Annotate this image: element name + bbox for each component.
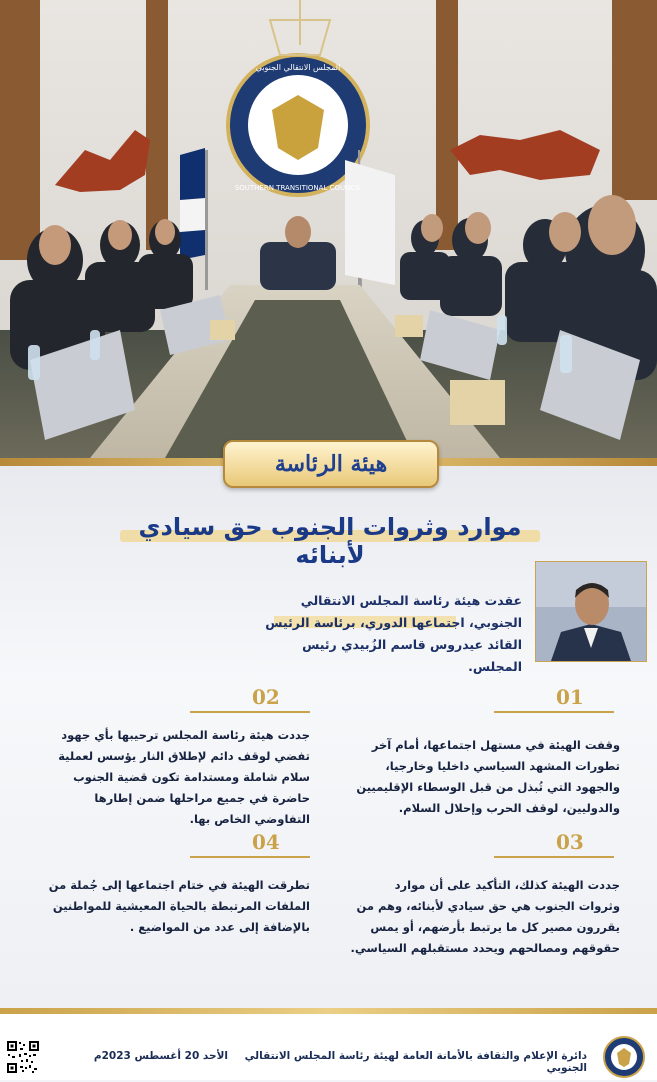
emblem-text: SOUTHERN TRANSITIONAL COUNCIL xyxy=(234,184,362,192)
point-text-04: تطرقت الهيئة في ختام اجتماعها إلى جُملة من الملفات المرتبطة بالحياة المعيشية للمواطنين بالإضافة إلى عدد من المواضيع . xyxy=(48,878,310,934)
footer-department: دائرة الإعلام والثقافة بالأمانة العامة لهيئة رئاسة المجلس الانتقالي الجنوبي xyxy=(244,1050,587,1074)
point-text-01: وقفت الهيئة في مستهل اجتماعها، أمام آخر تطورات المشهد السياسي داخليا وخارجيا، والجهود التي تُبذل من قبل الوسطاء الإقليميين والدوليين، لوقف الحرب وإحلال السلام. xyxy=(356,738,620,815)
point-number-01: 01 xyxy=(556,685,584,709)
intro-text: عقدت هيئة رئاسة المجلس الانتقالي الجنوبي، اجتماعها الدوري، برئاسة الرئيس القائد عيدروس قاسم الزُبيدي رئيس المجلس. xyxy=(265,593,522,674)
emblem-arabic-text: المجلس الانتقالي الجنوبي xyxy=(255,63,341,72)
council-logo xyxy=(603,1036,645,1078)
leader-portrait xyxy=(535,561,647,662)
portrait-illustration xyxy=(536,562,646,661)
point-number-02: 02 xyxy=(252,685,280,709)
meeting-photo xyxy=(0,0,657,458)
point-divider-02 xyxy=(190,711,310,713)
point-divider-01 xyxy=(494,711,614,713)
footer-date: الأحد 20 أغسطس 2023م xyxy=(93,1050,228,1062)
point-divider-03 xyxy=(494,856,614,858)
point-number-04: 04 xyxy=(252,830,280,854)
meeting-scene-illustration xyxy=(0,0,657,458)
qr-code[interactable] xyxy=(6,1040,40,1074)
footer-strip xyxy=(0,1008,657,1014)
section-tag xyxy=(223,440,439,488)
qr-code-icon xyxy=(6,1040,40,1074)
council-emblem-icon xyxy=(603,1036,645,1078)
section-tag-label: هيئة الرئاسة xyxy=(274,451,388,477)
point-number-03: 03 xyxy=(556,830,584,854)
point-text-02: جددت هيئة رئاسة المجلس ترحيبها بأي جهود تفضي لوقف دائم لإطلاق النار يؤسس لعملية سلام شاملة ومستدامة تكون قضية الجنوب حاضرة في جميع مراحلها ضمن إطارها التفاوضي الخاص بها. xyxy=(58,728,310,826)
point-divider-04 xyxy=(190,856,310,858)
headline: موارد وثروات الجنوب حق سيادي لأبنائه xyxy=(138,513,522,569)
point-text-03: جددت الهيئة كذلك، التأكيد على أن موارد وثروات الجنوب هي حق سيادي لأبنائه، وهم من يقررون مصير كل ما يرتبط بأرضهم، أو يمس حقوقهم ومصالحهم ويحدد مستقبلهم السياسي. xyxy=(350,878,620,955)
